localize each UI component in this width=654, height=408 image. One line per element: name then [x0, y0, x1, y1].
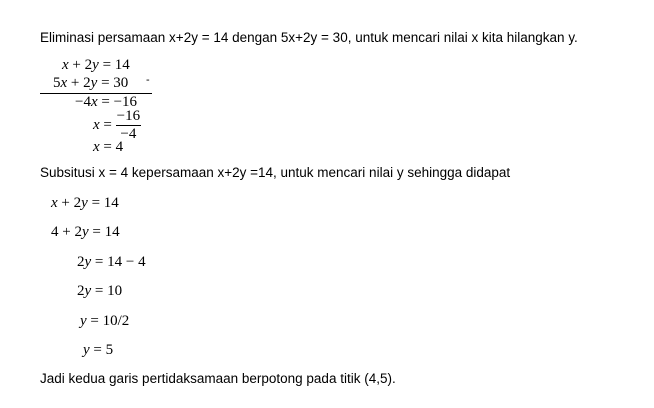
step-3 [77, 255, 146, 270]
var-y: y [92, 57, 99, 73]
rhs: = 14 [87, 195, 119, 211]
substitution-paragraph: Subsitusi x = 4 kepersamaan x+2y =14, untuk mencari nilai y sehingga didapat [40, 165, 511, 180]
subtraction-operator: - [146, 74, 150, 86]
lhs: 4 + 2 [51, 224, 82, 240]
step-1 [51, 196, 119, 211]
step-4 [77, 284, 122, 299]
rhs: = 10 [91, 283, 123, 299]
var-y: y [90, 75, 98, 91]
rhs: = 14 [98, 57, 130, 73]
coef: 5 [53, 75, 61, 91]
rhs: = 14 [88, 224, 120, 240]
coef: −4 [75, 94, 91, 110]
var-y: y [84, 283, 92, 299]
op: + 2 [68, 57, 93, 73]
x-solution [93, 140, 123, 155]
rhs: = −16 [97, 94, 138, 110]
rhs: = 5 [89, 342, 114, 358]
step-5 [80, 314, 129, 329]
op: + 2 [67, 75, 91, 91]
equals: = [99, 116, 116, 133]
conclusion-paragraph: Jadi kedua garis pertidaksamaan berpotong pada titik (4,5). [40, 371, 396, 386]
op: + 2 [57, 195, 82, 211]
denominator: −4 [120, 126, 137, 142]
var-x: x [62, 57, 69, 73]
coef: 2 [77, 283, 85, 299]
equation-1 [62, 58, 130, 73]
rhs: = 4 [99, 139, 124, 155]
var-x: x [93, 139, 100, 155]
step-2 [51, 225, 120, 240]
var-y: y [84, 254, 92, 270]
equation-2 [53, 76, 128, 91]
step-6 [83, 343, 113, 358]
rhs: = 10/2 [86, 313, 130, 329]
var-x: x [90, 94, 98, 110]
var-x: x [60, 75, 68, 91]
var-y: y [80, 313, 87, 329]
rhs: = 14 − 4 [91, 254, 146, 270]
var-y: y [83, 342, 90, 358]
fraction [116, 109, 141, 142]
fraction-step [93, 109, 141, 142]
intro-paragraph: Eliminasi persamaan x+2y = 14 dengan 5x+2y = 30, untuk mencari nilai x kita hilangkan y. [40, 30, 578, 45]
rhs: = 30 [97, 75, 129, 91]
var-y: y [81, 195, 88, 211]
var-x: x [51, 195, 58, 211]
var-y: y [81, 224, 89, 240]
var-x: x [93, 116, 100, 133]
numerator: −16 [116, 108, 141, 124]
coef: 2 [77, 254, 85, 270]
